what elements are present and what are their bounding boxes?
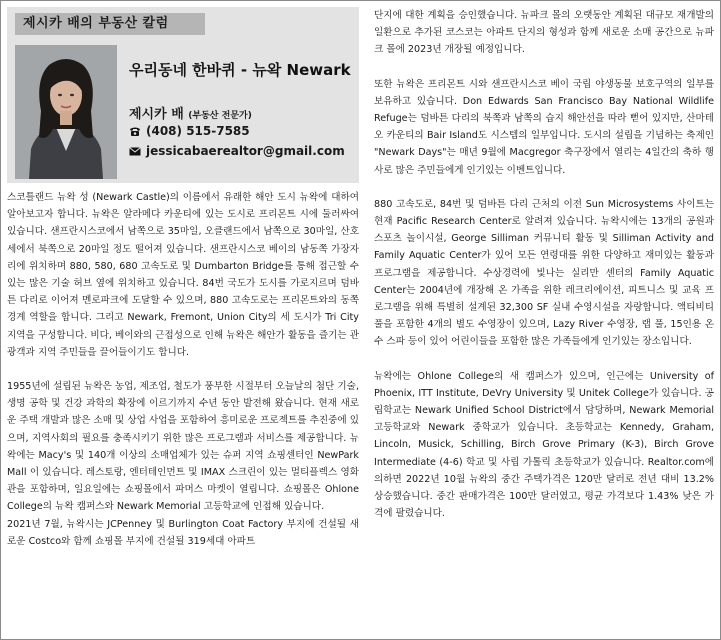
paragraph-gap [7,361,359,378]
left-paragraph-2: 1955년에 설립된 뉴왁은 농업, 제조업, 철도가 풍부한 시절부터 오늘날의 첨단 기술, 생명 공학 및 건강 과학의 확장에 이르기까지 수년 동안 발전해 왔습니다. 현재 새로운 주택 개발과 많은 소매 및 상업 사업을 포함하여 흥미로운 프로젝트를 추진중에 있으며, 지역사회의 필요를 충족시키기 위한 많은 프로그램과 서비스를 제공합니다. 뉴왁에는 Macy's 및 140개 이상의 소매업체가 있는 슈퍼 지역 쇼핑센터인 NewPark Mall 이 있습니다. 레스토랑, 엔터테인먼트 및 IMAX 스크린이 있는 멀티플렉스 영화관을 포함하며, 일요일에는 쇼핑몰에서 파머스 마켓이 열립니다. 쇼핑몰은 Ohlone College의 뉴왁 캠퍼스와 Newark Memorial 고등학교에 인접해 있습니다. [7,381,359,513]
right-paragraph-4: 뉴왁에는 Ohlone College의 새 캠퍼스가 있으며, 인근에는 University of Phoenix, ITT Institute, DeVry University 및 Unitek College가 있습니다. 공립학교는 Newark Unified School District에서 담당하며, Newark Memorial 고등학교와 Newark 중학교가 있습니다. 초등학교는 Kennedy, Graham, Lincoln, Musick, Schilling, Birch Grove Primary (K-3), Birch Grove Intermediate (4-6) 학교 및 사립 가톨릭 초등학교가 있습니다. Realtor.com에 의하면 2022년 10월 뉴왁의 중간 주택가격은 120만 달러로 전년 대비 13.2% 상승했습니다. 중간 판매가격은 100만 달러였고, 평균 가격보다 1.43% 낮은 가격에 팔렸습니다. [374,370,714,520]
paragraph-gap [374,351,714,368]
author-role: (부동산 전문가) [188,111,252,121]
envelope-icon [129,146,141,157]
phone-icon [129,126,141,137]
left-paragraph-3: 2021년 7월, 뉴왁시는 JCPenney 및 Burlington Coat Factory 부지에 건설될 새로운 Costco와 함께 쇼핑몰 부지에 건설될 319세대 아파트 [7,518,359,547]
paragraph-gap [374,179,714,196]
email-address[interactable]: jessicabaerealtor@gmail.com [146,144,345,158]
left-body [7,189,359,550]
column-title: 제시카 배의 부동산 칼럼 [15,13,205,35]
email-row [129,144,345,158]
left-column [7,7,359,550]
author-portrait-image [15,45,117,179]
right-paragraph-2: 또한 뉴왁은 프리몬트 시와 샌프란시스코 베이 국립 야생동물 보호구역의 일부를 보유하고 있습니다. Don Edwards San Francisco Bay National Wildlife Refuge는 덤바튼 다리의 북쪽과 남쪽의 습지 해안선을 따라 뻗어 있지만, 산마테오 카운티의 Bair Island도 시스템의 일부입니다. 도시의 설립을 기념하는 축제인 "Newark Days"는 매년 9월에 Macgregor 축구장에서 열리는 4일간의 축하 행사로 많은 주민들에게 인기있는 이벤트입니다. [374,78,714,176]
phone-number[interactable]: (408) 515-7585 [146,124,250,138]
left-paragraph-1: 스코틀랜드 뉴왁 성 (Newark Castle)의 이름에서 유래한 해안 도시 뉴왁에 대하여 알아보고자 합니다. 뉴왁은 알라메다 카운티에 있는 도시로 프리몬트 시에 둘러싸여 있습니다. 샌프란시스코에서 남쪽으로 35마일, 오클랜드에서 남쪽으로 30마일, 산호세에서 북쪽으로 20마일 정도 떨어져 있습니다. 샌프란시스코 베이의 남동쪽 가장자리에 위치하며 880, 580, 680 고속도로 및 Dumbarton Bridge를 통해 접근할 수 있는 많은 기술 허브 옆에 위치하고 있습니다. 84번 국도가 도시를 가로지르며 덤바튼 다리로 이어져 멘로파크에 도달할 수 있으며, 880 고속도로는 프리몬트와의 동쪽 경계 역할을 합니다. 그리고 Newark, Fremont, Union City의 세 도시가 Tri City 지역을 구성합니다. 비다, 베이와의 근접성으로 인해 뉴왁은 해안가 활동을 즐기는 관광객과 지역 주민들을 끌어들이기도 합니다. [7,192,359,358]
author-name-line [129,103,252,122]
right-paragraph-3: 880 고속도로, 84번 및 덤바튼 다리 근처의 이전 Sun Microsystems 사이트는 현재 Pacific Research Center로 알려져 있습니다. 뉴왁시에는 13개의 공원과 스포츠 놀이시설, George Silliman 커뮤니티 활동 및 Silliman Activity and Family Aquatic Center가 있어 모든 연령대를 위한 다양하고 재미있는 활동과 프로그램을 제공합니다. 수상경력에 빛나는 실리만 센터의 Family Aquatic Center는 2004년에 개장해 온 가족을 위한 레크리에이션, 피트니스 및 교육 프로그램을 위해 특별히 설계된 32,300 SF 실내 수영시설을 자랑합니다. 액티비티 풀을 포함한 4개의 별도 수영장이 있으며, Lazy River 수영장, 랩 풀, 15인용 온수 스파 등이 있어 어린이들을 포함한 많은 가족들에게 인기있는 장소입니다. [374,198,714,348]
column-header [7,7,359,183]
right-paragraph-1: 단지에 대한 계획을 승인했습니다. 뉴파크 몰의 오랫동안 계획된 대규모 재개발의 일환으로 추가된 코스코는 아파트 단지의 형성과 함께 새로운 소매 공간으로 뉴파크 몰에 2023년 개장될 예정입니다. [374,10,714,56]
article-title: 우리동네 한바퀴 - 뉴왁 Newark [129,61,351,79]
paragraph-gap [374,59,714,76]
right-column [374,7,714,522]
author-name: 제시카 배 [129,107,184,122]
author-photo [15,45,117,179]
phone-row [129,124,250,138]
